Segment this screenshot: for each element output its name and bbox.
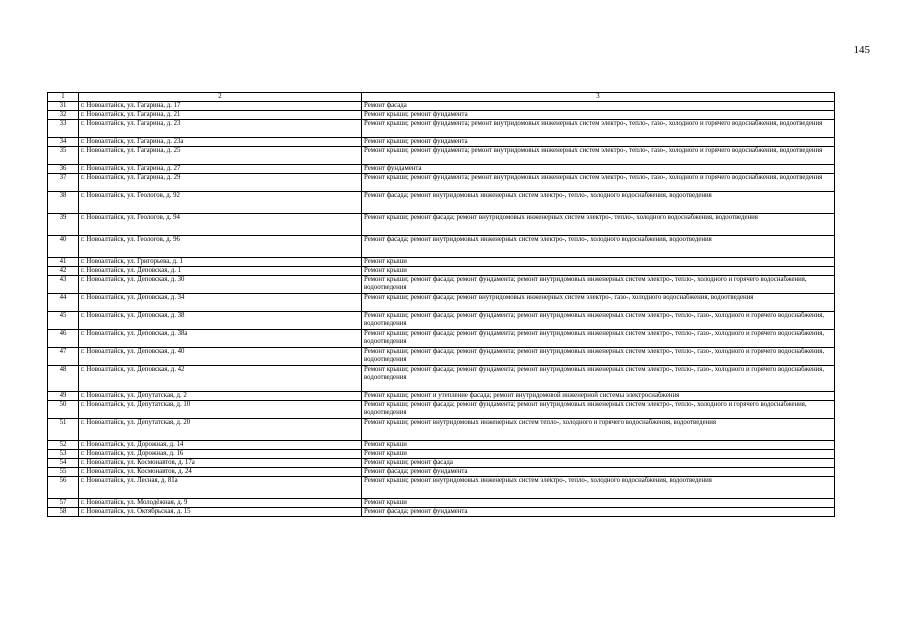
table-row [48, 111, 835, 120]
row-address: г. Новоалтайск, ул. Деповская, д. 1 [79, 267, 362, 276]
table-row [48, 441, 835, 450]
row-works: Ремонт крыши; ремонт внутридомовых инженерных систем тепло-, холодного и горячего водоснабжения, водоотведения [362, 419, 835, 441]
row-works: Ремонт крыши; ремонт фундамента; ремонт внутридомовых инженерных систем электро-, тепло-, газо-, холодного и горячего водоснабжения, водоотведения [362, 120, 835, 138]
row-works: Ремонт крыши; ремонт фасада; ремонт фундамента; ремонт внутридомовых инженерных систем электро-, тепло-, газо-, холодного и горячего водоснабжения, водоотведения [362, 348, 835, 366]
row-number: 35 [48, 147, 79, 165]
row-address: г. Новоалтайск, ул. Гагарина, д. 27 [79, 165, 362, 174]
table-row [48, 468, 835, 477]
table-row [48, 165, 835, 174]
table-row [48, 392, 835, 401]
table-row [48, 276, 835, 294]
row-address: г. Новоалтайск, ул. Депутатская, д. 10 [79, 401, 362, 419]
row-number: 55 [48, 468, 79, 477]
row-works: Ремонт крыши; ремонт и утепление фасада; ремонт внутридомовой инженерной системы электроснабжения [362, 392, 835, 401]
row-number: 31 [48, 102, 79, 111]
table-row [48, 499, 835, 508]
row-works: Ремонт крыши [362, 258, 835, 267]
row-works: Ремонт крыши [362, 450, 835, 459]
row-number: 36 [48, 165, 79, 174]
table-row [48, 294, 835, 312]
row-number: 46 [48, 330, 79, 348]
row-address: г. Новоалтайск, ул. Космонавтов, д. 17а [79, 459, 362, 468]
row-address: г. Новоалтайск, ул. Деповская, д. 42 [79, 366, 362, 392]
row-address: г. Новоалтайск, ул. Депутатская, д. 2 [79, 392, 362, 401]
row-works: Ремонт фундамента [362, 165, 835, 174]
row-address: г. Новоалтайск, ул. Молодёжная, д. 9 [79, 499, 362, 508]
table-row [48, 138, 835, 147]
row-works: Ремонт фасада; ремонт фундамента [362, 468, 835, 477]
row-address: г. Новоалтайск, ул. Гагарина, д. 23а [79, 138, 362, 147]
row-number: 38 [48, 192, 79, 214]
row-address: г. Новоалтайск, ул. Деповская, д. 34 [79, 294, 362, 312]
row-number: 41 [48, 258, 79, 267]
row-number: 56 [48, 477, 79, 499]
row-number: 33 [48, 120, 79, 138]
row-address: г. Новоалтайск, ул. Космонавтов, д. 24 [79, 468, 362, 477]
row-address: г. Новоалтайск, ул. Деповская, д. 40 [79, 348, 362, 366]
row-works: Ремонт фасада; ремонт внутридомовых инженерных систем электро-, тепло-, холодного водоснабжения, водоотведения [362, 236, 835, 258]
header-col-3: 3 [362, 93, 835, 102]
row-number: 47 [48, 348, 79, 366]
row-number: 52 [48, 441, 79, 450]
row-works: Ремонт крыши; ремонт фасада; ремонт внутридомовых инженерных систем электро-, газо-, холодного водоснабжения, водоотведения [362, 294, 835, 312]
header-col-1: 1 [48, 93, 79, 102]
page-number: 145 [853, 44, 870, 56]
row-address: г. Новоалтайск, ул. Октябрьская, д. 15 [79, 508, 362, 517]
table-row [48, 102, 835, 111]
table-row [48, 330, 835, 348]
row-works: Ремонт крыши [362, 267, 835, 276]
works-table [47, 92, 835, 517]
row-address: г. Новоалтайск, ул. Депутатская, д. 20 [79, 419, 362, 441]
table-row [48, 174, 835, 192]
row-number: 54 [48, 459, 79, 468]
row-number: 32 [48, 111, 79, 120]
row-address: г. Новоалтайск, ул. Гагарина, д. 29 [79, 174, 362, 192]
row-works: Ремонт фасада; ремонт внутридомовых инженерных систем электро-, тепло-, холодного водоснабжения, водоотведения [362, 192, 835, 214]
table-row [48, 147, 835, 165]
row-number: 34 [48, 138, 79, 147]
row-works: Ремонт фасада [362, 102, 835, 111]
row-address: г. Новоалтайск, ул. Гагарина, д. 23 [79, 120, 362, 138]
table-row [48, 508, 835, 517]
table-row [48, 236, 835, 258]
row-number: 53 [48, 450, 79, 459]
table-row [48, 459, 835, 468]
table-row [48, 120, 835, 138]
row-works: Ремонт крыши [362, 499, 835, 508]
row-works: Ремонт крыши [362, 441, 835, 450]
table-row [48, 214, 835, 236]
row-address: г. Новоалтайск, ул. Гагарина, д. 21 [79, 111, 362, 120]
table-row [48, 419, 835, 441]
table-row [48, 401, 835, 419]
row-number: 57 [48, 499, 79, 508]
row-works: Ремонт крыши; ремонт внутридомовых инженерных систем электро-, тепло-, холодного водоснабжения, водоотведения [362, 477, 835, 499]
table-row [48, 477, 835, 499]
row-works: Ремонт крыши; ремонт фасада; ремонт фундамента; ремонт внутридомовых инженерных систем электро-, тепло-, газо-, холодного и горячего водоснабжения, водоотведения [362, 330, 835, 348]
row-number: 45 [48, 312, 79, 330]
table-row [48, 348, 835, 366]
row-works: Ремонт крыши; ремонт фасада; ремонт фундамента; ремонт внутридомовых инженерных систем электро-, тепло-, холодного и горячего водоснабжения, водоотведения [362, 401, 835, 419]
table-row [48, 192, 835, 214]
row-works: Ремонт крыши; ремонт фасада; ремонт внутридомовых инженерных систем электро-, тепло-, холодного водоснабжения, водоотведения [362, 214, 835, 236]
header-col-2: 2 [79, 93, 362, 102]
table-row [48, 267, 835, 276]
row-works: Ремонт крыши; ремонт фундамента; ремонт внутридомовых инженерных систем электро-, тепло-, газо-, холодного и горячего водоснабжения, водоотведения [362, 174, 835, 192]
table-row [48, 312, 835, 330]
row-number: 40 [48, 236, 79, 258]
row-number: 51 [48, 419, 79, 441]
row-works: Ремонт крыши; ремонт фундамента [362, 138, 835, 147]
table-row [48, 450, 835, 459]
row-address: г. Новоалтайск, ул. Деповская, д. 38а [79, 330, 362, 348]
table-row [48, 366, 835, 392]
row-number: 42 [48, 267, 79, 276]
row-works: Ремонт крыши; ремонт фундамента; ремонт внутридомовых инженерных систем электро-, тепло-, газо-, холодного и горячего водоснабжения, водоотведения [362, 147, 835, 165]
row-works: Ремонт фасада; ремонт фундамента [362, 508, 835, 517]
row-works: Ремонт крыши; ремонт фасада [362, 459, 835, 468]
row-address: г. Новоалтайск, ул. Деповская, д. 38 [79, 312, 362, 330]
row-address: г. Новоалтайск, ул. Гагарина, д. 17 [79, 102, 362, 111]
row-works: Ремонт крыши; ремонт фасада; ремонт фундамента; ремонт внутридомовых инженерных систем электро-, тепло-, газо-, холодного и горячего водоснабжения, водоотведения [362, 366, 835, 392]
table-row [48, 258, 835, 267]
row-number: 37 [48, 174, 79, 192]
row-address: г. Новоалтайск, ул. Геологов, д. 92 [79, 192, 362, 214]
row-address: г. Новоалтайск, ул. Гагарина, д. 25 [79, 147, 362, 165]
row-number: 44 [48, 294, 79, 312]
row-address: г. Новоалтайск, ул. Григорьева, д. 1 [79, 258, 362, 267]
row-address: г. Новоалтайск, ул. Геологов, д. 96 [79, 236, 362, 258]
row-number: 39 [48, 214, 79, 236]
row-address: г. Новоалтайск, ул. Дорожная, д. 14 [79, 441, 362, 450]
row-works: Ремонт крыши; ремонт фасада; ремонт фундамента; ремонт внутридомовых инженерных систем электро-, тепло-, холодного и горячего водоснабжения, водоотведения [362, 276, 835, 294]
row-works: Ремонт крыши; ремонт фасада; ремонт фундамента; ремонт внутридомовых инженерных систем электро-, тепло-, газо-, холодного и горячего водоснабжения, водоотведения [362, 312, 835, 330]
row-number: 58 [48, 508, 79, 517]
row-works: Ремонт крыши; ремонт фундамента [362, 111, 835, 120]
row-number: 50 [48, 401, 79, 419]
row-address: г. Новоалтайск, ул. Деповская, д. 30 [79, 276, 362, 294]
row-number: 49 [48, 392, 79, 401]
row-number: 48 [48, 366, 79, 392]
row-address: г. Новоалтайск, ул. Дорожная, д. 16 [79, 450, 362, 459]
table-header-row [48, 93, 835, 102]
row-address: г. Новоалтайск, ул. Лесная, д. 81а [79, 477, 362, 499]
row-address: г. Новоалтайск, ул. Геологов, д. 94 [79, 214, 362, 236]
row-number: 43 [48, 276, 79, 294]
